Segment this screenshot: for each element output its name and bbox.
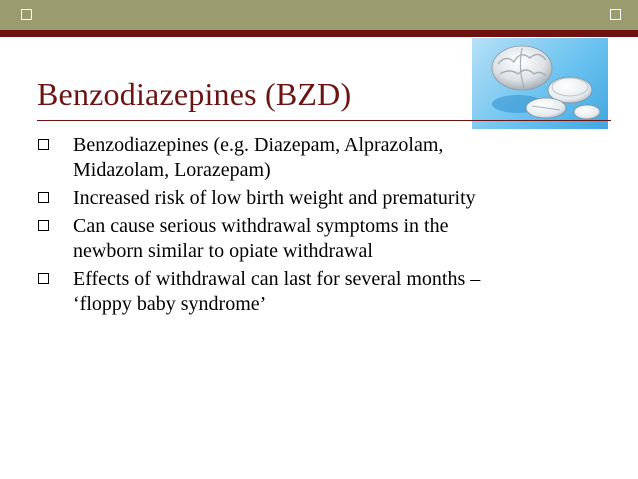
bullet-text-line: newborn similar to opiate withdrawal — [73, 240, 373, 262]
bullet-square-icon — [38, 220, 49, 231]
bullet-text-line: ‘floppy baby syndrome’ — [73, 293, 267, 315]
bullet-square-icon — [38, 192, 49, 203]
bullet-square-icon — [38, 139, 49, 150]
bullet-item — [37, 133, 617, 183]
header-square-left — [21, 9, 32, 20]
header-accent-band — [0, 30, 638, 37]
slide-title: Benzodiazepines (BZD) — [37, 76, 352, 112]
bullet-text-line: Benzodiazepines (e.g. Diazepam, Alprazolam, — [73, 134, 444, 156]
brain-and-pills-icon — [472, 38, 608, 129]
header-decoration — [0, 0, 638, 30]
bullet-square-icon — [38, 273, 49, 284]
bullet-text-line: Midazolam, Lorazepam) — [73, 159, 271, 181]
bullet-item — [37, 186, 617, 211]
bullet-item — [37, 267, 617, 317]
bullet-text-line: Can cause serious withdrawal symptoms in the — [73, 215, 449, 237]
header-square-right — [610, 9, 621, 20]
bullet-list — [37, 133, 617, 320]
bullet-text-line: Increased risk of low birth weight and prematurity — [73, 187, 476, 209]
bullet-text-line: Effects of withdrawal can last for several months – — [73, 268, 481, 290]
title-underline — [37, 120, 611, 121]
brain-and-pills-illustration — [472, 38, 608, 129]
bullet-item — [37, 214, 617, 264]
